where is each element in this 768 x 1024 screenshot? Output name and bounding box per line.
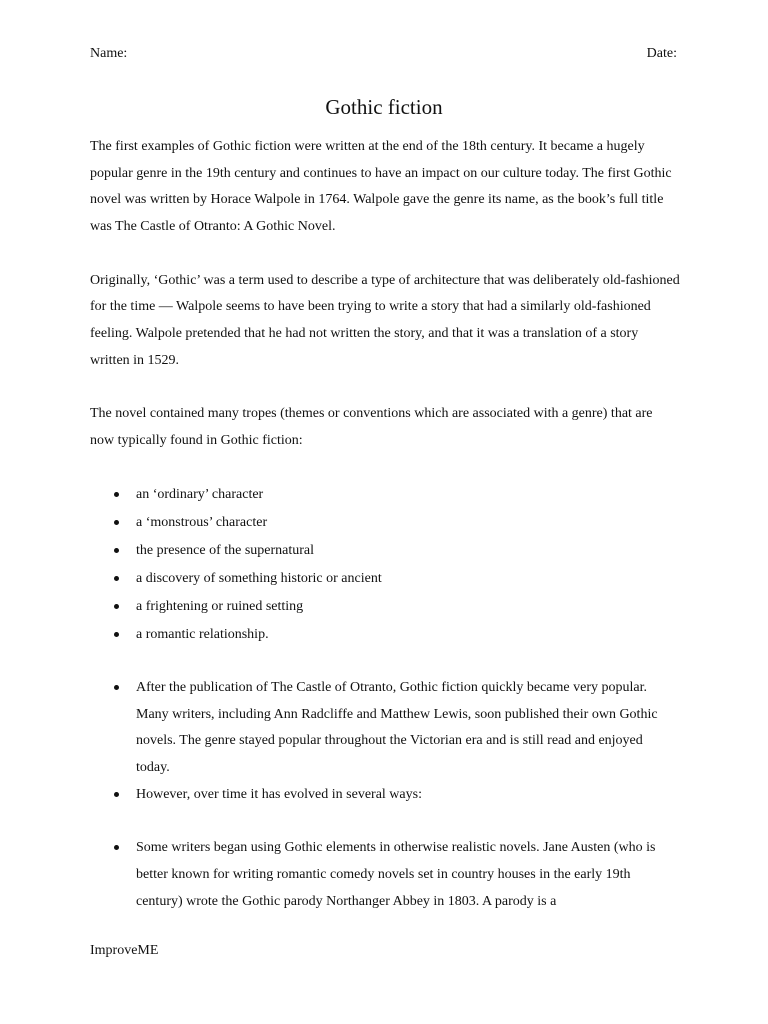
bullet-icon [114,685,119,690]
list-item [90,565,680,593]
tropes-intro-paragraph: The novel contained many tropes (themes or conventions which are associated with a genre) that are now typically found in Gothic fiction: [90,406,653,448]
bullet-icon [114,845,119,850]
page-title: Gothic fiction [325,95,443,119]
bullet-icon [114,548,119,553]
list-item-text: a frightening or ruined setting [136,598,304,614]
document-body [90,134,680,915]
intro-paragraph: The first examples of Gothic fiction were written at the end of the 18th century. It became a hugely popular genre in the 19th century and continues to have an impact on our culture today. The first Gothic novel was written by Horace Walpole in 1764. Walpole gave the genre its name, as the book’s full title was The Castle of Otranto: A Gothic Novel. [90,139,672,235]
bullet-icon [114,632,119,637]
tropes-list [90,481,680,649]
list-item [90,675,680,782]
bullet-icon [114,792,119,797]
list-item [90,782,680,809]
list-item-text: Some writers began using Gothic elements in otherwise realistic novels. Jane Austen (who is better known for writing romantic comedy novels set in country houses in the early 19th century) wrote the Gothic parody Northanger Abbey in 1803. A parody is a [136,840,656,909]
name-label: Name: [90,46,128,61]
evolution-list [90,675,680,809]
list-item [90,537,680,565]
list-item-text: an ‘ordinary’ character [136,486,264,502]
date-label: Date: [646,46,677,61]
bullet-icon [114,576,119,581]
list-item-text: However, over time it has evolved in several ways: [136,786,422,802]
list-item [90,481,680,509]
list-item [90,835,680,915]
list-item-text: a romantic relationship. [136,626,269,642]
footer-brand: ImproveME [90,943,159,958]
list-item-text: After the publication of The Castle of Otranto, Gothic fiction quickly became very popular. Many writers, including Ann Radcliffe and Matthew Lewis, soon published their own Gothic novels. The genre stayed popular throughout the Victorian era and is still read and enjoyed today. [136,680,658,776]
list-item [90,593,680,621]
list-item [90,621,680,649]
later-developments-list [90,835,680,915]
header-row [90,45,677,63]
architecture-paragraph: Originally, ‘Gothic’ was a term used to describe a type of architecture that was deliberately old-fashioned for the time — Walpole seems to have been trying to write a story that had a similarly old-fashioned feeling. Walpole pretended that he had not written the story, and that it was a translation of a story written in 1529. [90,272,680,368]
list-item-text: a ‘monstrous’ character [136,514,268,530]
bullet-icon [114,604,119,609]
list-item-text: a discovery of something historic or ancient [136,570,382,586]
bullet-icon [114,492,119,497]
list-item-text: the presence of the supernatural [136,542,315,558]
list-item [90,509,680,537]
bullet-icon [114,520,119,525]
